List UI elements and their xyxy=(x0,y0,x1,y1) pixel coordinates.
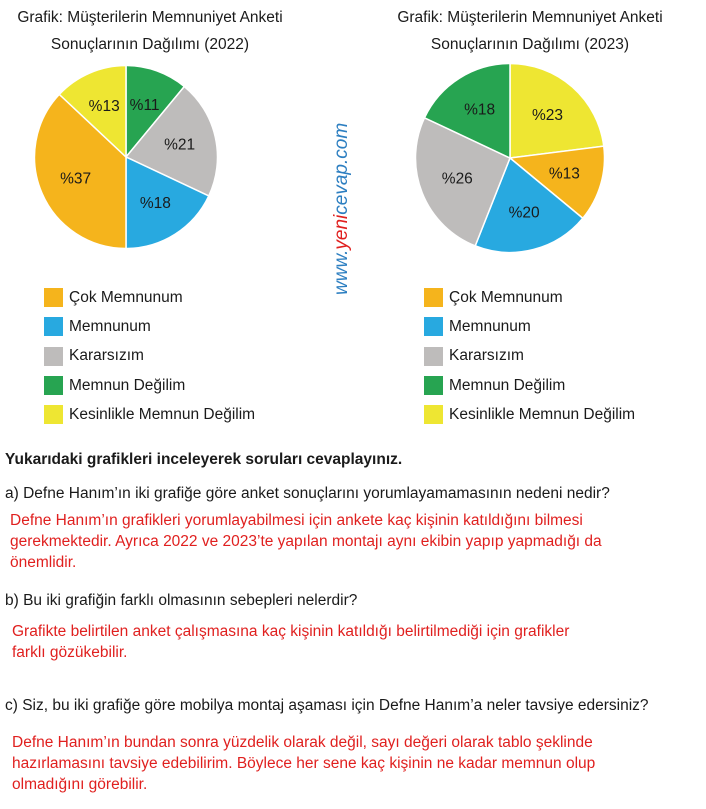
answer-a-line: gerekmektedir. Ayrıca 2022 ve 2023’te yapılan montajı aynı ekibin yapıp yapmadığı da xyxy=(10,533,602,550)
answer-c-line: hazırlamasını tavsiye edebilirim. Böylece her sene kaç kişinin ne kadar memnun olup xyxy=(12,755,596,772)
pie-slice-label: %18 xyxy=(464,101,496,119)
legend-item xyxy=(44,371,255,400)
answer-a-line: Defne Hanım’ın grafikleri yorumlayabilmesi için ankete kaç kişinin katıldığını bilmesi xyxy=(10,512,583,529)
legend-swatch xyxy=(44,405,63,424)
legend-label: Kesinlikle Memnun Değilim xyxy=(69,405,256,423)
answer-c-line: Defne Hanım’ın bundan sonra yüzdelik olarak değil, sayı değeri olarak tablo şeklinde xyxy=(12,734,593,751)
legend-label: Memnunum xyxy=(69,317,151,335)
legend-item xyxy=(44,283,255,312)
pie-slice-label: %18 xyxy=(139,194,171,212)
pie-slice-label: %26 xyxy=(441,170,473,188)
legend-swatch xyxy=(424,376,443,395)
legend-swatch xyxy=(424,405,443,424)
chart-title-2022 xyxy=(0,4,300,58)
pie-slice-label: %13 xyxy=(548,165,580,183)
legend-item xyxy=(424,371,635,400)
legend-2023 xyxy=(424,283,635,429)
chart-title-2023 xyxy=(380,4,680,58)
legend-swatch xyxy=(44,347,63,366)
legend-label: Memnun Değilim xyxy=(69,376,186,394)
legend-item xyxy=(424,283,635,312)
watermark xyxy=(327,70,357,300)
legend-swatch xyxy=(424,288,443,307)
legend-label: Memnunum xyxy=(449,317,531,335)
legend-swatch xyxy=(44,317,63,336)
legend-item xyxy=(44,312,255,341)
legend-item xyxy=(424,312,635,341)
chart-title-2023-line2: Sonuçlarının Dağılımı (2023) xyxy=(430,36,630,53)
legend-swatch xyxy=(44,288,63,307)
watermark-brand-b: cevap xyxy=(331,164,352,215)
legend-item xyxy=(44,400,255,429)
legend-item xyxy=(424,342,635,371)
answer-b-line: farklı gözükebilir. xyxy=(12,644,128,661)
chart-title-2022-line2: Sonuçlarının Dağılımı (2022) xyxy=(50,36,250,53)
answer-c xyxy=(12,732,706,795)
answer-c-line: olmadığını görebilir. xyxy=(12,776,148,793)
legend-item xyxy=(44,342,255,371)
watermark-brand-a: yeni xyxy=(331,214,352,250)
legend-swatch xyxy=(44,376,63,395)
pie-slice-label: %13 xyxy=(88,98,120,116)
legend-swatch xyxy=(424,317,443,336)
legend-label: Çok Memnunum xyxy=(69,288,183,306)
answer-b-line: Grafikte belirtilen anket çalışmasına kaç kişinin katıldığı belirtilmediği için grafikler xyxy=(12,623,570,640)
legend-label: Memnun Değilim xyxy=(449,376,566,394)
legend-item xyxy=(424,400,635,429)
legend-label: Çok Memnunum xyxy=(449,288,563,306)
legend-label: Kararsızım xyxy=(69,347,144,365)
watermark-suffix: .com xyxy=(331,122,352,165)
question-b: b) Bu iki grafiğin farklı olmasının sebepleri nelerdir? xyxy=(5,592,358,609)
answer-a-line: önemlidir. xyxy=(10,554,77,571)
pie-slice-label: %11 xyxy=(129,96,160,114)
chart-title-2023-line1: Grafik: Müşterilerin Memnuniyet Anketi xyxy=(397,9,663,26)
legend-2022 xyxy=(44,283,255,429)
watermark-text xyxy=(331,123,352,295)
watermark-prefix: www. xyxy=(331,249,352,295)
legend-label: Kesinlikle Memnun Değilim xyxy=(449,405,636,423)
chart-title-2022-line1: Grafik: Müşterilerin Memnuniyet Anketi xyxy=(17,9,283,26)
pie-chart-2023 xyxy=(415,63,605,253)
legend-label: Kararsızım xyxy=(449,347,524,365)
pie-slice-label: %23 xyxy=(531,107,564,124)
legend-swatch xyxy=(424,347,443,366)
pie-slice-label: %37 xyxy=(60,170,92,188)
instructions: Yukarıdaki grafikleri inceleyerek soruları cevaplayınız. xyxy=(5,451,403,468)
pie-slice-label: %20 xyxy=(508,204,540,222)
question-a: a) Defne Hanım’ın iki grafiğe göre anket sonuçlarını yorumlayamamasının nedeni nedir? xyxy=(5,485,610,502)
question-c: c) Siz, bu iki grafiğe göre mobilya montaj aşaması için Defne Hanım’a neler tavsiye edersiniz? xyxy=(5,697,649,714)
pie-slice-label: %21 xyxy=(164,136,196,154)
answer-b xyxy=(12,621,706,663)
answer-a xyxy=(10,510,706,573)
pie-chart-2022 xyxy=(34,65,218,249)
